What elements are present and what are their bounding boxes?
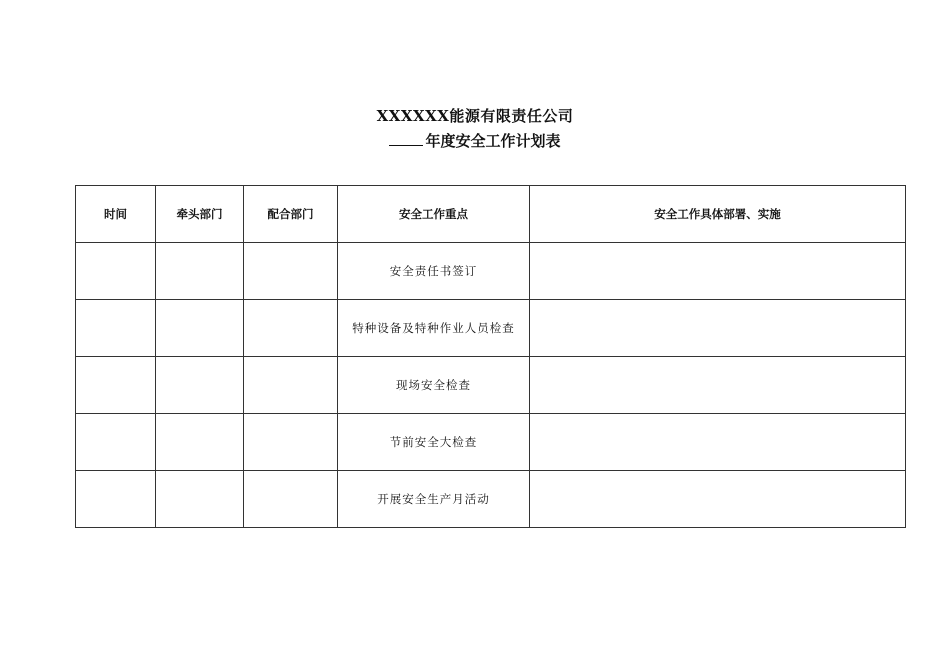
cell-deployment: [530, 357, 906, 414]
year-blank-field: [389, 131, 423, 146]
cell-deployment: [530, 243, 906, 300]
table-row: [76, 471, 906, 528]
table-header-row: [76, 186, 906, 243]
cell-time: [76, 414, 156, 471]
cell-support-dept: [244, 300, 338, 357]
table-row: [76, 357, 906, 414]
table-row: [76, 243, 906, 300]
cell-lead-dept: [156, 414, 244, 471]
plan-title: [0, 129, 950, 153]
cell-deployment: [530, 414, 906, 471]
table-row: [76, 414, 906, 471]
cell-deployment: [530, 300, 906, 357]
cell-time: [76, 471, 156, 528]
table-row: [76, 300, 906, 357]
cell-safety-focus: 安全责任书签订: [338, 243, 530, 300]
cell-support-dept: [244, 357, 338, 414]
cell-support-dept: [244, 471, 338, 528]
cell-safety-focus: 开展安全生产月活动: [338, 471, 530, 528]
document-title-block: [0, 104, 950, 153]
cell-deployment: [530, 471, 906, 528]
header-safety-focus: 安全工作重点: [338, 186, 530, 243]
cell-lead-dept: [156, 300, 244, 357]
safety-plan-table: [75, 185, 906, 528]
cell-lead-dept: [156, 357, 244, 414]
cell-safety-focus: 节前安全大检查: [338, 414, 530, 471]
cell-safety-focus: 特种设备及特种作业人员检查: [338, 300, 530, 357]
cell-safety-focus: 现场安全检查: [338, 357, 530, 414]
cell-support-dept: [244, 414, 338, 471]
header-time: 时间: [76, 186, 156, 243]
plan-title-text: 年度安全工作计划表: [425, 132, 561, 150]
company-name: XXXXXX能源有限责任公司: [376, 107, 574, 125]
cell-support-dept: [244, 243, 338, 300]
header-lead-dept: 牵头部门: [156, 186, 244, 243]
cell-time: [76, 243, 156, 300]
cell-time: [76, 357, 156, 414]
cell-time: [76, 300, 156, 357]
header-deployment: 安全工作具体部署、实施: [530, 186, 906, 243]
header-support-dept: 配合部门: [244, 186, 338, 243]
cell-lead-dept: [156, 243, 244, 300]
cell-lead-dept: [156, 471, 244, 528]
